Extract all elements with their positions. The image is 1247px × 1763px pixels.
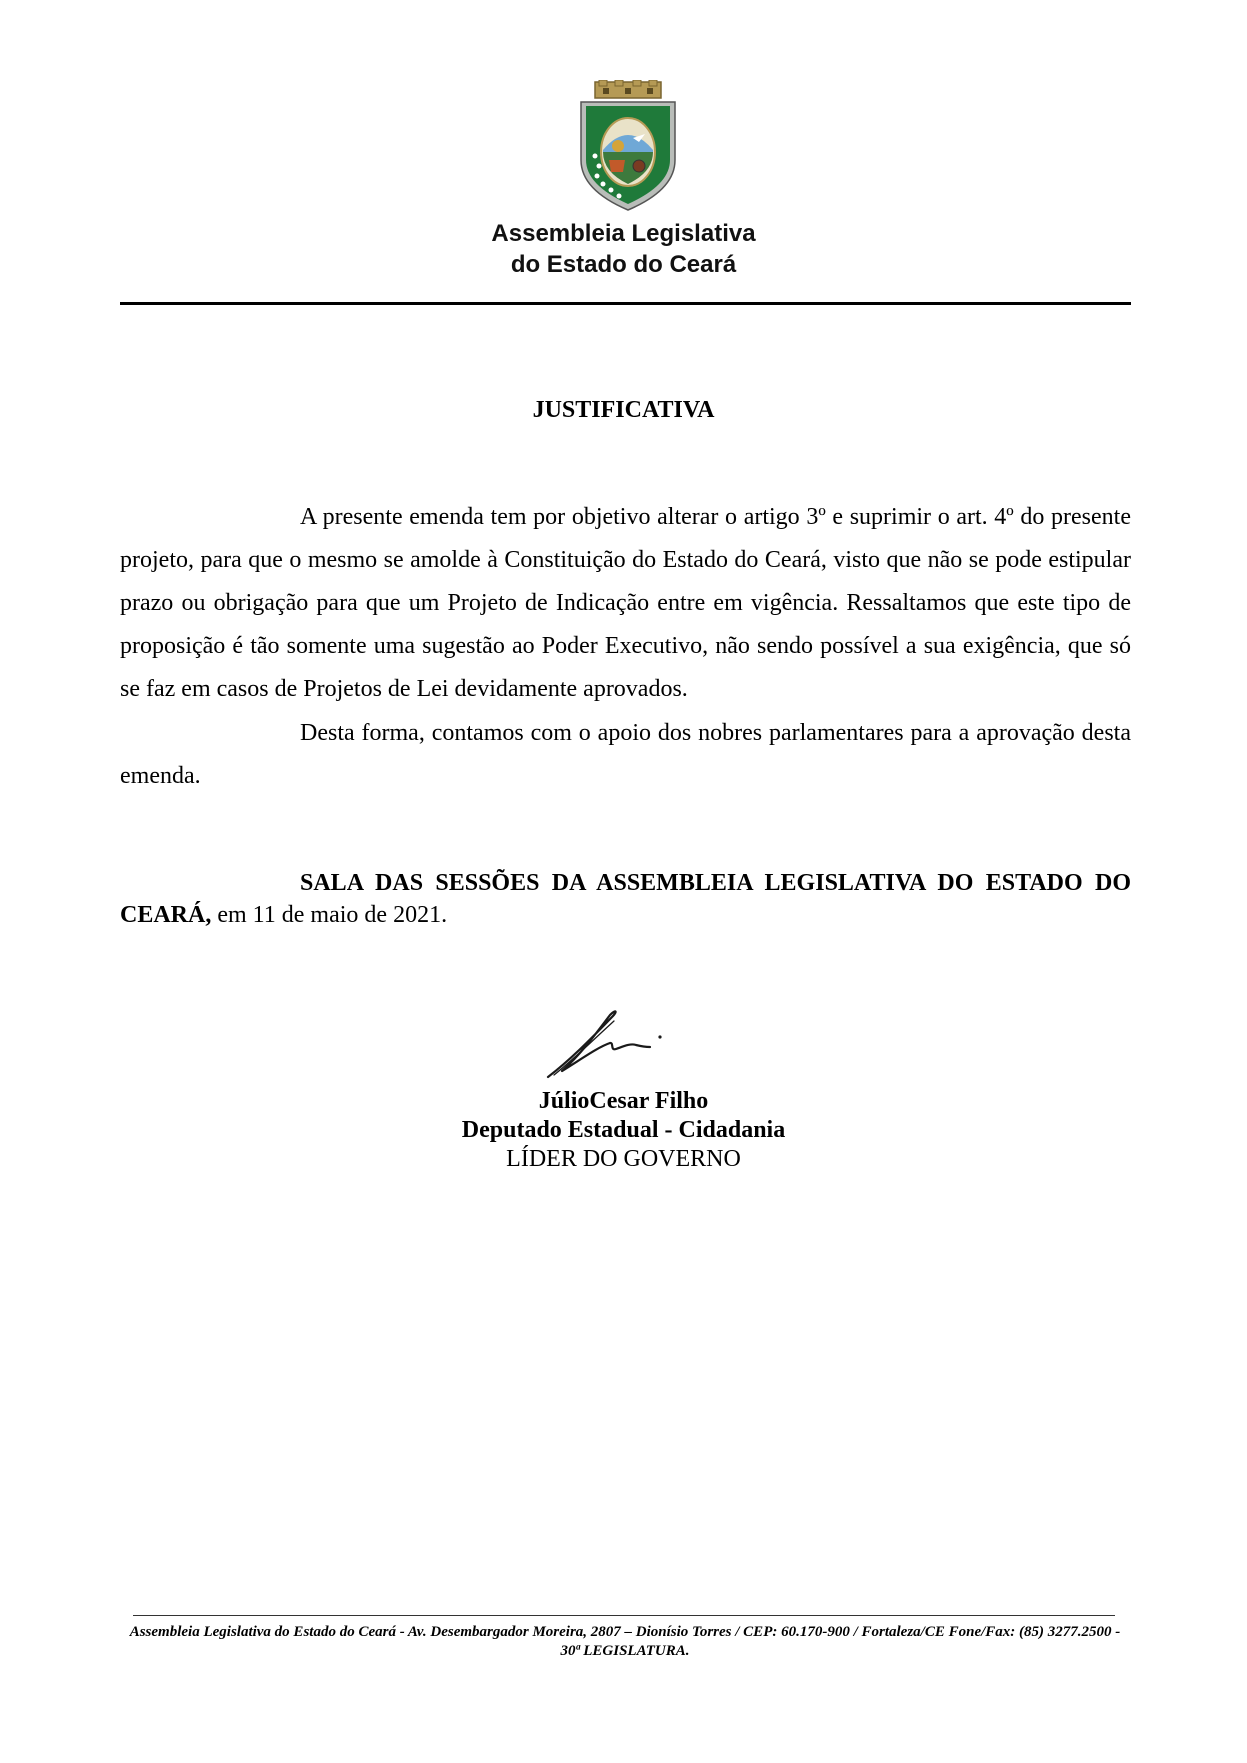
closing-location: SALA DAS SESSÕES DA ASSEMBLEIA LEGISLATIVA DO ESTADO DO CEARÁ, <box>120 870 1131 928</box>
document-title: JUSTIFICATIVA <box>532 397 715 423</box>
signatory-role: Deputado Estadual - Cidadania <box>461 1117 786 1143</box>
closing-statement <box>120 867 1131 931</box>
body-paragraph-2: Desta forma, contamos com o apoio dos nobres parlamentares para a aprovação desta emenda. <box>120 720 1131 789</box>
closing-date: em 11 de maio de 2021. <box>211 902 448 928</box>
header-divider <box>120 302 1131 305</box>
handwritten-signature <box>540 1005 670 1085</box>
state-emblem <box>573 80 683 212</box>
signatory-name: JúlioCesar Filho <box>538 1088 709 1114</box>
organization-name-line2: do Estado do Ceará <box>510 251 737 278</box>
footer-divider <box>133 1615 1115 1616</box>
body-paragraph-1: A presente emenda tem por objetivo alterar o artigo 3º e suprimir o art. 4º do presente projeto, para que o mesmo se amolde à Constituição do Estado do Ceará, visto que não se pode estipular prazo ou obrigação para que um Projeto de Indicação entre em vigência. Ressaltamos que este tipo de proposição é tão somente uma sugestão ao Poder Executivo, não sendo possível a sua exigência, que só se faz em casos de Projetos de Lei devidamente aprovados. <box>120 504 1131 702</box>
footer-address: Assembleia Legislativa do Estado do Ceará - Av. Desembargador Moreira, 2807 – Dionísio Torres / CEP: 60.170-900 / Fortaleza/CE Fone/Fax: (85) 3277.2500 - 30ª LEGISLATURA. <box>129 1624 1121 1659</box>
signatory-title: LÍDER DO GOVERNO <box>506 1146 741 1172</box>
organization-name-line1: Assembleia Legislativa <box>491 220 756 247</box>
